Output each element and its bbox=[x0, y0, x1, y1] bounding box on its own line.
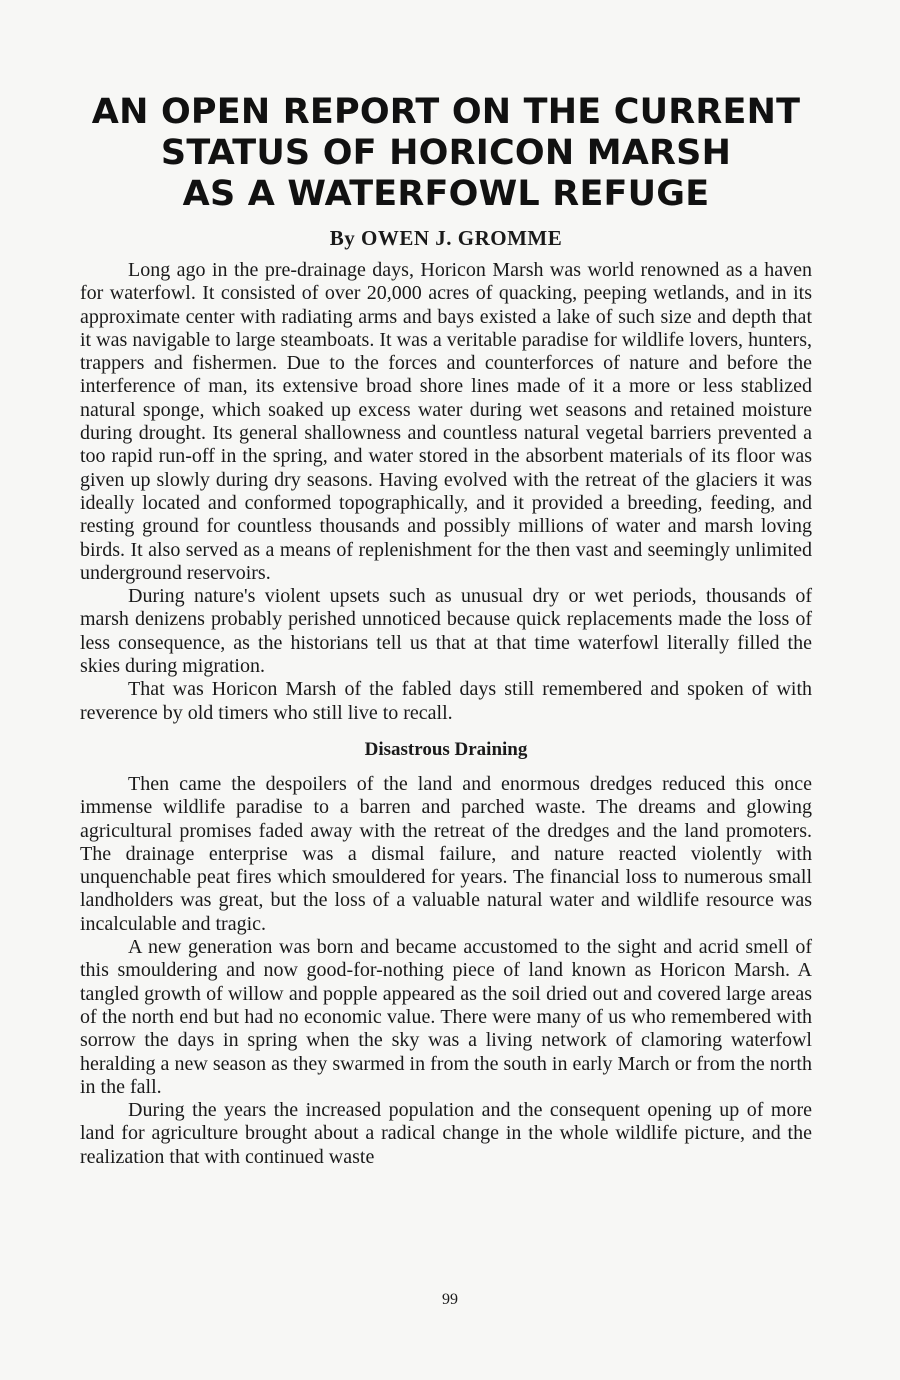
body-paragraph: During the years the increased population and the consequent opening up of more land for agriculture brought about a radical change in the whole wildlife picture, and the realization that with continued waste bbox=[80, 1099, 812, 1168]
title-line: AS A WATERFOWL REFUGE bbox=[182, 174, 710, 214]
body-paragraph: During nature's violent upsets such as unusual dry or wet periods, thousands of marsh denizens probably perished unnoticed because quick replacements made the loss of less consequence, as the historians tell us that at that time waterfowl literally filled the skies during migration. bbox=[80, 585, 812, 678]
page-number: 99 bbox=[442, 1291, 458, 1308]
title-line: AN OPEN REPORT ON THE CURRENT bbox=[91, 92, 801, 132]
title-line: STATUS OF HORICON MARSH bbox=[160, 133, 732, 173]
body-paragraph: That was Horicon Marsh of the fabled days still remembered and spoken of with reverence by old timers who still live to recall. bbox=[80, 678, 812, 724]
section-heading: Disastrous Draining bbox=[364, 738, 528, 760]
article-title bbox=[80, 92, 812, 215]
body-paragraph: A new generation was born and became accustomed to the sight and acrid smell of this smouldering and now good-for-nothing piece of land known as Horicon Marsh. A tangled growth of willow and popple appeared as the soil dried out and covered large areas of the north end but had no economic value. There were many of us who remembered with sorrow the days in spring when the sky was a living network of clamoring waterfowl heralding a new season as they swarmed in from the south in early March or from the north in the fall. bbox=[80, 936, 812, 1098]
author-byline: By OWEN J. GROMME bbox=[329, 226, 563, 250]
article-body bbox=[80, 259, 812, 1169]
body-paragraph: Long ago in the pre-drainage days, Horicon Marsh was world renowned as a haven for waterfowl. It consisted of over 20,000 acres of quacking, peeping wetlands, and in its approximate center with radiating arms and bays existed a lake of such size and depth that it was navigable to large steamboats. It was a veritable paradise for wildlife lovers, hunters, trappers and fishermen. Due to the forces and counterforces of nature and before the interference of man, its extensive broad shore lines made of it a more or less stablized natural sponge, which soaked up excess water during wet seasons and retained moisture during drought. Its general shallowness and countless natural vegetal barriers prevented a too rapid run-off in the spring, and water stored in the absorbent materials of its floor was given up slowly during dry seasons. Having evolved with the retreat of the glaciers it was ideally located and conformed topographically, and it provided a breeding, feeding, and resting ground for countless thousands and possibly millions of water and marsh loving birds. It also served as a means of replenishment for the then vast and seemingly unlimited underground reservoirs. bbox=[80, 259, 812, 584]
body-paragraph: Then came the despoilers of the land and enormous dredges reduced this once immense wildlife paradise to a barren and parched waste. The dreams and glowing agricultural promises faded away with the retreat of the dredges and the land promoters. The drainage enterprise was a dismal failure, and nature reacted violently with unquenchable peat fires which smouldered for years. The financial loss to numerous small landholders was great, but the loss of a valuable natural water and wildlife resource was incalculable and tragic. bbox=[80, 772, 812, 935]
